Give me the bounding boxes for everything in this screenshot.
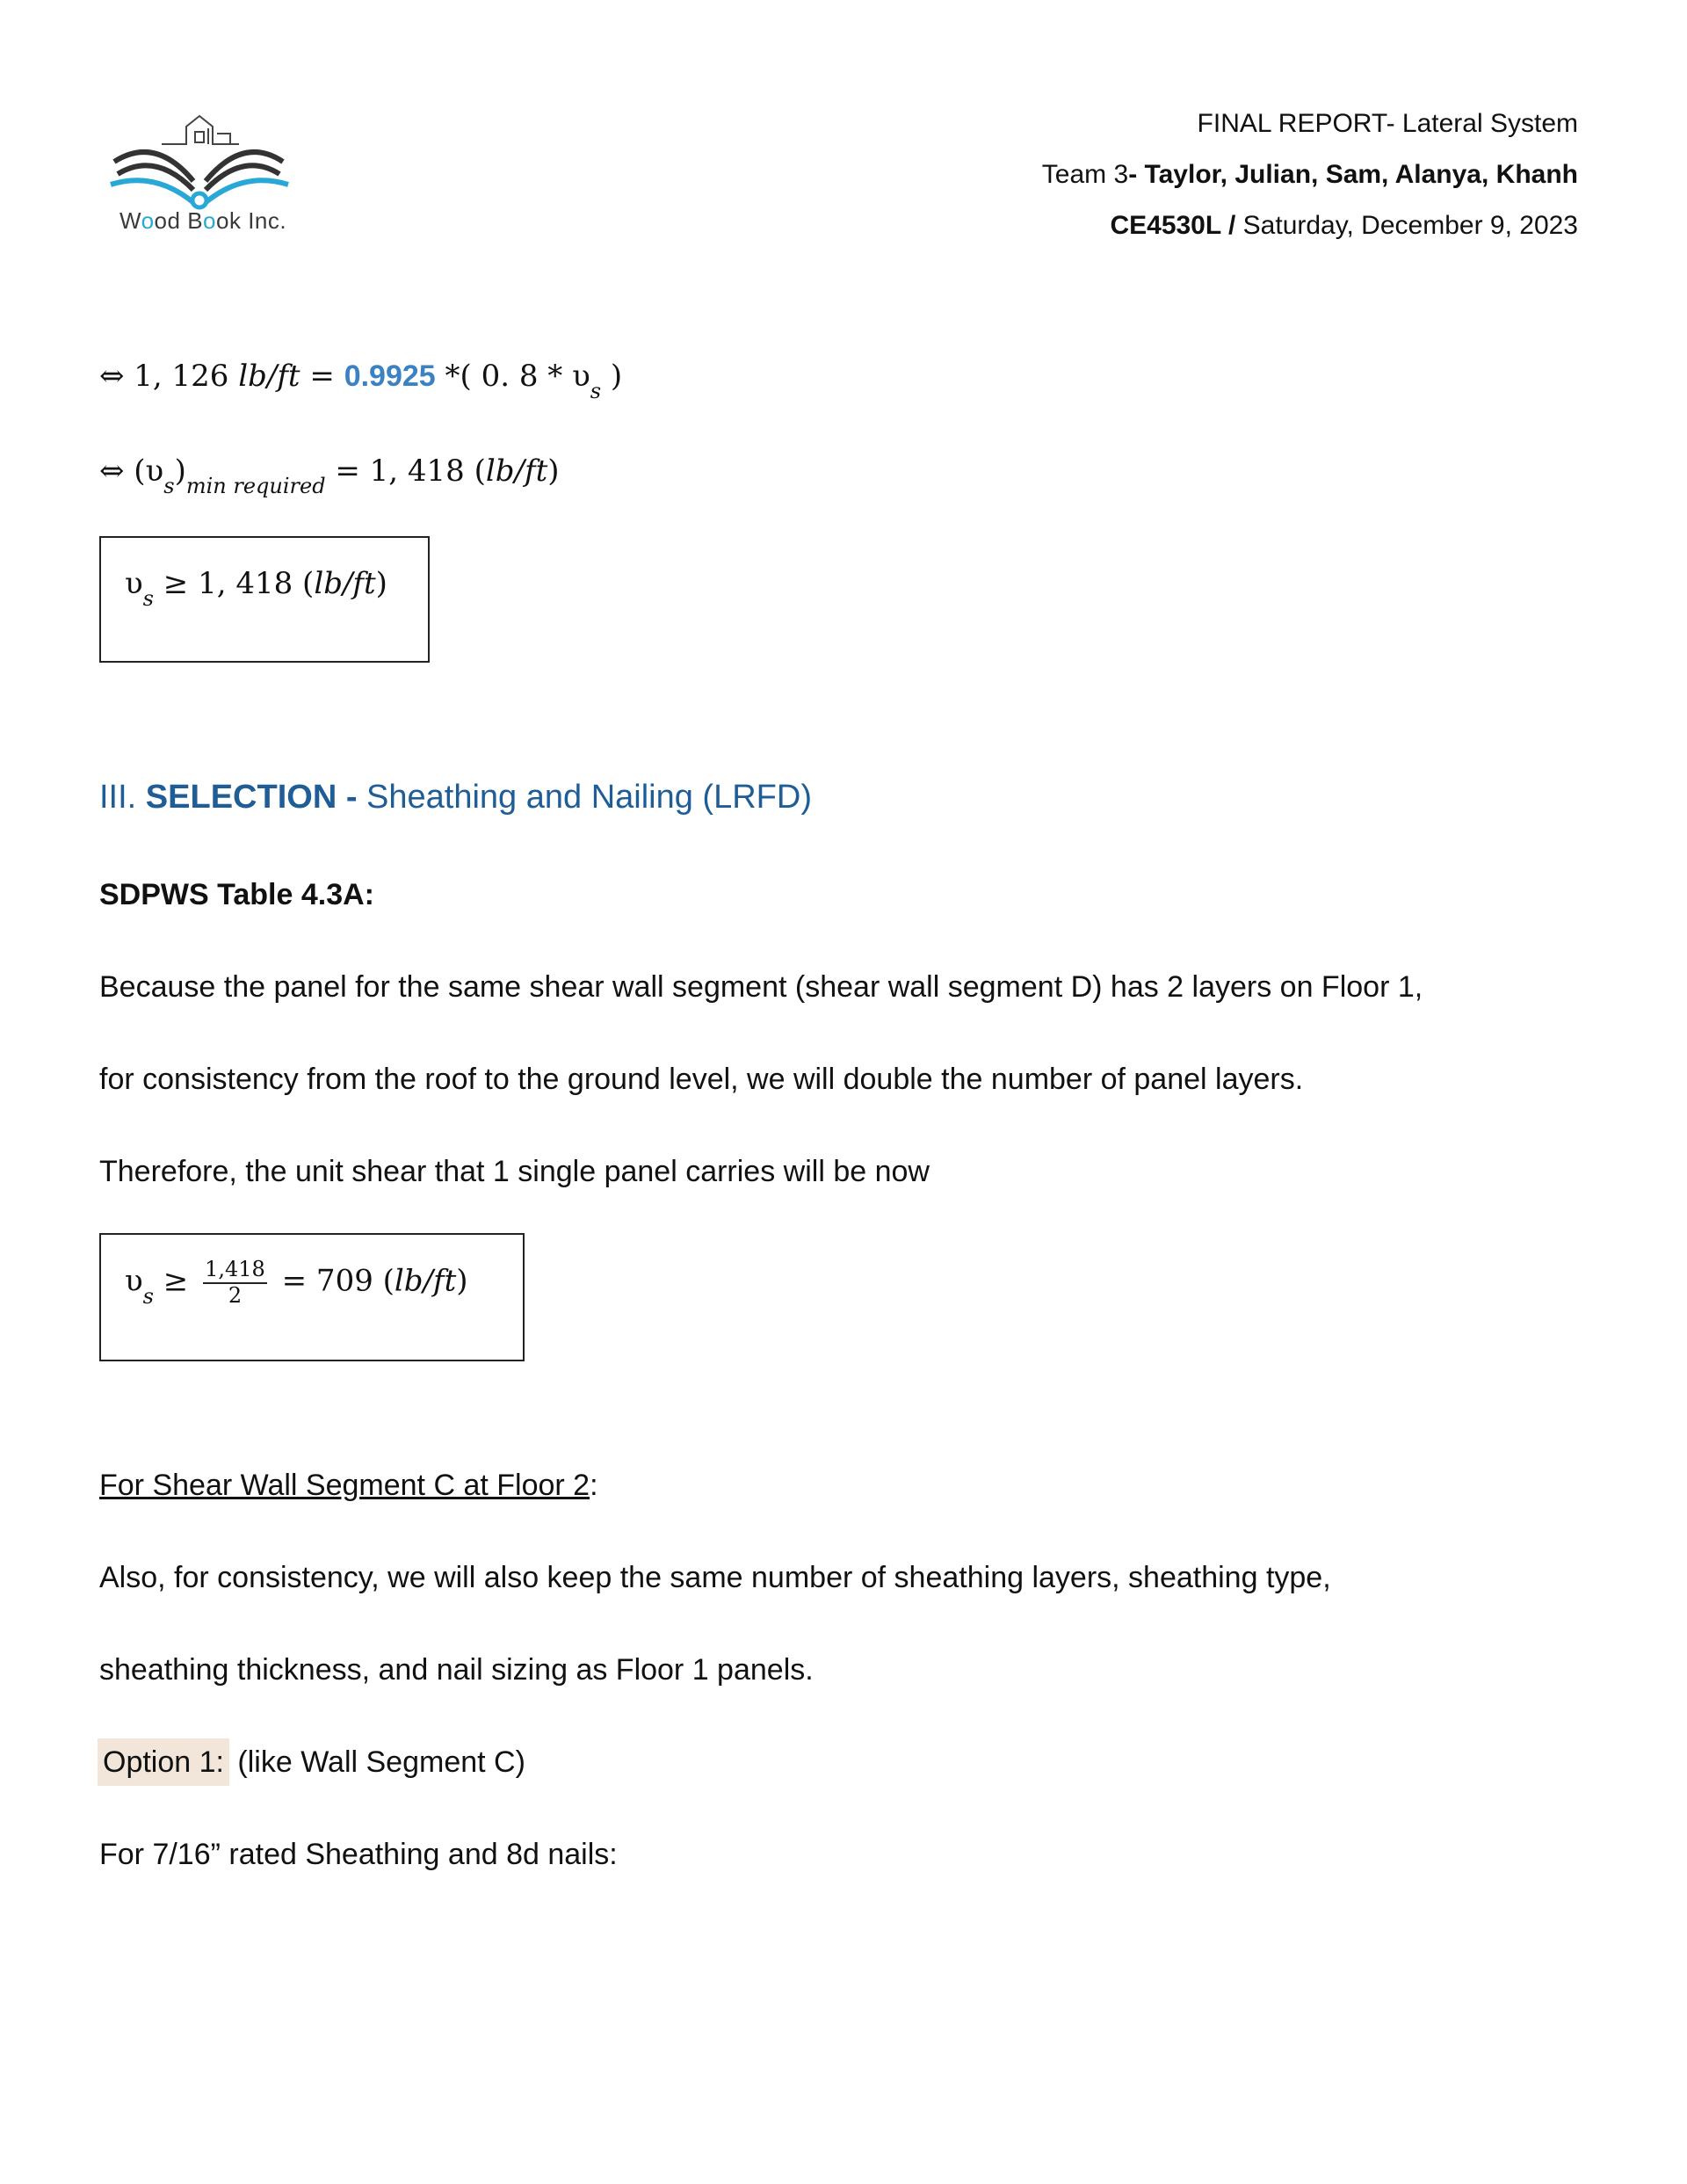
table-reference: SDPWS Table 4.3A: [99, 878, 374, 911]
equation-2 [99, 453, 560, 498]
section-title: Sheathing and Nailing (LRFD) [357, 779, 812, 816]
box2-rhs: = 709 ( [272, 1263, 395, 1299]
team-members: - Taylor, Julian, Sam, Alanya, Khanh [1128, 160, 1578, 189]
eq1-unit: lb/ft [238, 359, 300, 394]
paragraph-1-line-1: Because the panel for the same shear wall segment (shear wall segment D) has 2 layers on Floor 1, [99, 970, 1423, 1004]
equation-1 [99, 359, 623, 403]
option-1-label: Option 1: [98, 1738, 229, 1786]
eq2-lhs: ⇔ (υ [99, 453, 164, 489]
paragraph-1-line-3: Therefore, the unit shear that 1 single panel carries will be now [99, 1155, 930, 1188]
box2-close: ) [456, 1263, 468, 1299]
paragraph-3: For 7/16” rated Sheathing and 8d nails: [99, 1838, 618, 1871]
segment-heading-text: For Shear Wall Segment C at Floor 2 [99, 1469, 590, 1502]
eq1-close: ) [601, 359, 623, 394]
eq1-lhs: ⇔ 1, 126 [99, 359, 239, 394]
team-label: Team 3 [1041, 160, 1129, 189]
eq2-unit: lb/ft [485, 453, 548, 489]
box1-subscript: s [142, 586, 154, 611]
eq2-paren: ) [174, 453, 186, 489]
section-numeral: III. [99, 779, 146, 816]
box2-upsilon: υ [125, 1263, 143, 1299]
course-code: CE4530L / [1110, 211, 1236, 240]
eq1-equals: = [300, 359, 344, 394]
box2-subscript: s [142, 1283, 154, 1309]
eq2-min-required: min required [185, 474, 326, 498]
eq2-rhs: = 1, 418 ( [325, 453, 486, 489]
result-box-1 [99, 536, 430, 663]
segment-heading [99, 1469, 598, 1503]
box1-unit: lb/ft [314, 566, 376, 601]
eq2-close: ) [547, 453, 560, 489]
eq2-subscript: s [163, 474, 175, 498]
box2-numerator: 1,418 [203, 1258, 267, 1284]
book-house-icon [107, 109, 292, 214]
paragraph-1-line-2: for consistency from the roof to the ground level, we will double the number of panel layers. [99, 1063, 1304, 1096]
team-line [1042, 160, 1578, 190]
course-date-line [1110, 211, 1578, 241]
eq1-coefficient: 0.9925 [344, 359, 436, 393]
segment-heading-colon: : [590, 1469, 598, 1502]
logo-text: Wood Book Inc. [119, 207, 287, 234]
eq1-rest: *( 0. 8 * υ [435, 359, 590, 394]
box2-geq: ≥ [154, 1263, 199, 1299]
box2-equation [125, 1258, 468, 1308]
paragraph-2-line-1: Also, for consistency, we will also keep the same number of sheathing layers, sheathing type, [99, 1561, 1331, 1594]
box1-close: ) [375, 566, 387, 601]
option-1-description: (like Wall Segment C) [228, 1745, 525, 1779]
report-title: FINAL REPORT- Lateral System [1197, 109, 1578, 138]
section-heading [99, 779, 812, 816]
result-box-2 [99, 1233, 525, 1361]
paragraph-2-line-2: sheathing thickness, and nail sizing as Floor 1 panels. [99, 1653, 814, 1687]
eq1-subscript: s [590, 379, 602, 403]
section-bold: SELECTION - [145, 779, 358, 816]
box1-rhs: ≥ 1, 418 ( [154, 566, 315, 601]
box2-unit: lb/ft [394, 1263, 457, 1299]
box2-fraction [203, 1258, 267, 1308]
box1-equation [125, 566, 387, 611]
box1-upsilon: υ [125, 566, 143, 601]
option-1-line [99, 1745, 525, 1780]
report-date: Saturday, December 9, 2023 [1235, 211, 1578, 240]
box2-denominator: 2 [228, 1282, 243, 1308]
